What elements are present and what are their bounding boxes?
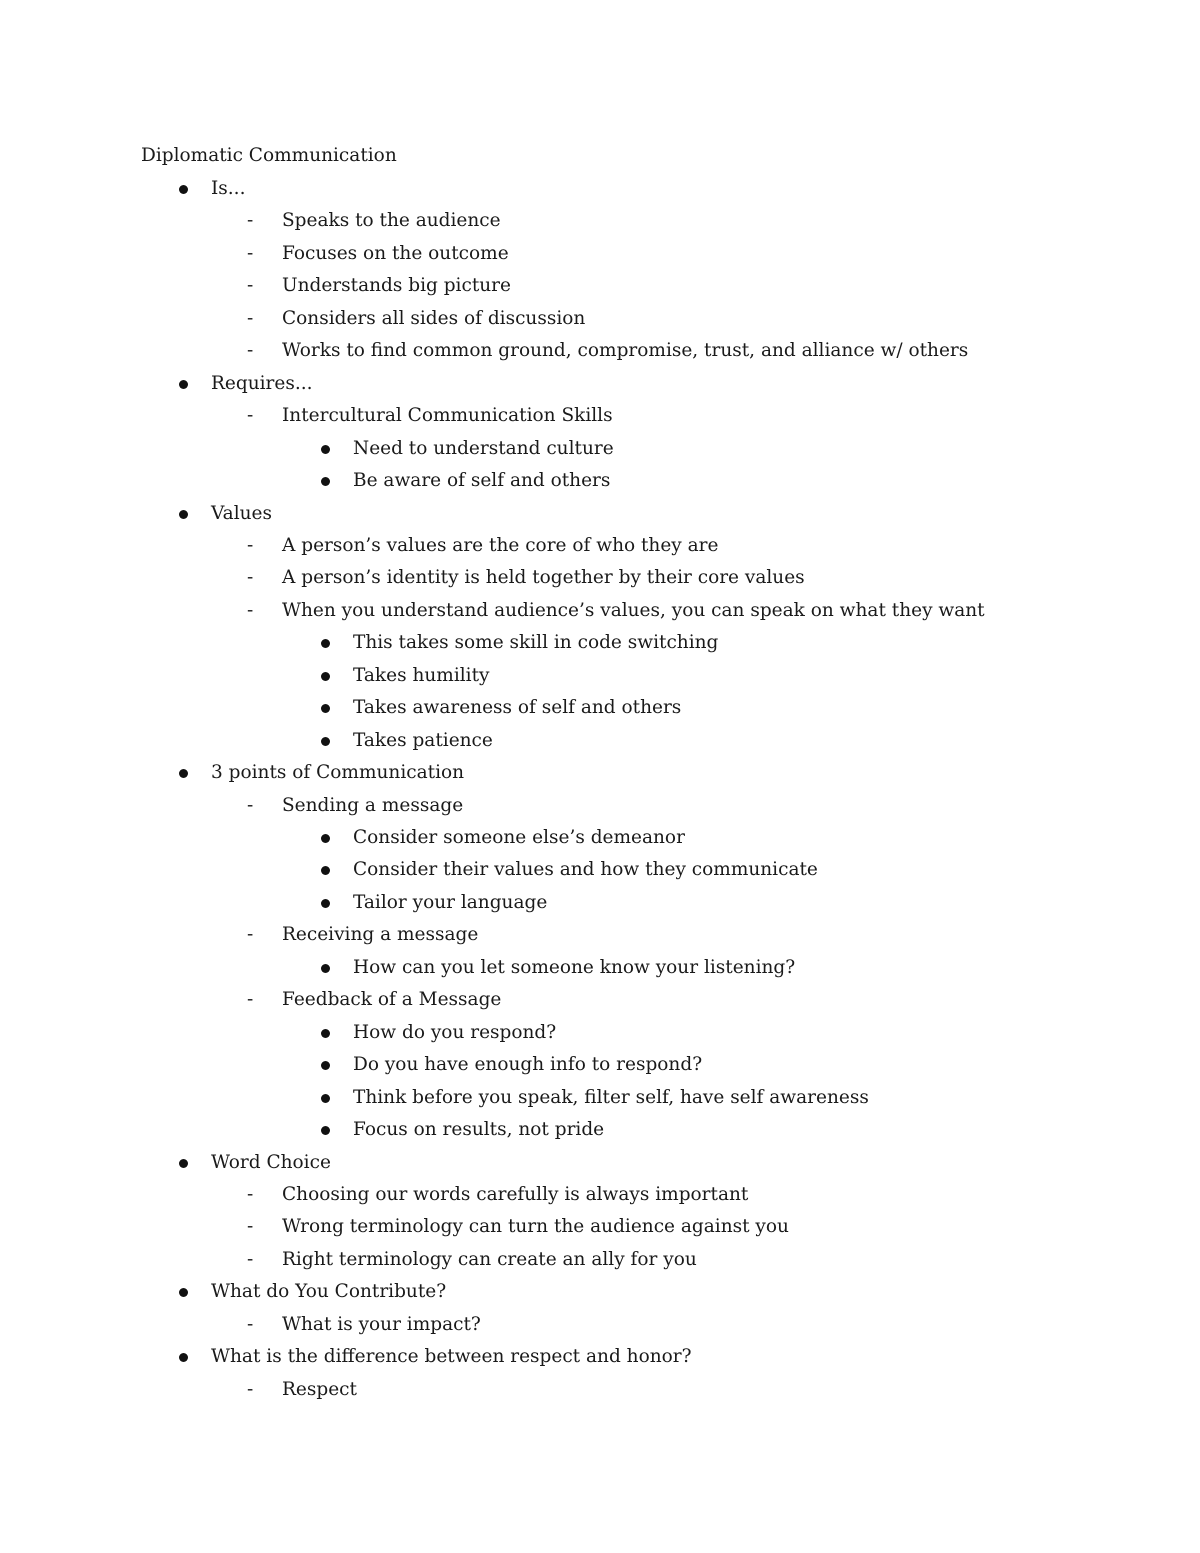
bullet-list-item <box>353 630 718 656</box>
dash-marker: - <box>247 243 254 264</box>
bullet-list-item <box>211 1150 331 1176</box>
dash-marker: - <box>247 340 254 361</box>
list-item-text: Consider someone else’s demeanor <box>353 827 685 848</box>
bullet-list-item <box>211 760 464 786</box>
bullet-icon <box>321 899 330 908</box>
dash-list-item <box>247 403 613 429</box>
dash-list-item <box>247 565 805 591</box>
bullet-icon <box>321 477 330 486</box>
bullet-icon <box>179 510 188 519</box>
dash-marker: - <box>247 989 254 1010</box>
dash-list-item <box>247 241 509 267</box>
dash-list-item <box>247 1182 749 1208</box>
bullet-icon <box>321 445 330 454</box>
list-item-text: A person’s identity is held together by their core values <box>282 567 805 588</box>
list-item-text: Takes awareness of self and others <box>353 697 682 718</box>
list-item-text: Is... <box>211 178 246 199</box>
bullet-list-item <box>353 1020 556 1046</box>
dash-marker: - <box>247 1184 254 1205</box>
dash-marker: - <box>247 600 254 621</box>
bullet-list-item <box>211 371 312 397</box>
bullet-list-item <box>211 1344 692 1370</box>
list-item-text: Focuses on the outcome <box>282 243 509 264</box>
bullet-list-item <box>353 695 681 721</box>
list-item-text: How can you let someone know your listening? <box>353 957 796 978</box>
document-title: Diplomatic Communication <box>141 145 397 166</box>
dash-list-item <box>247 306 586 332</box>
bullet-list-item <box>353 890 547 916</box>
list-item-text: Requires... <box>211 373 313 394</box>
dash-marker: - <box>247 275 254 296</box>
dash-list-item <box>247 598 985 624</box>
list-item-text: Word Choice <box>211 1152 331 1173</box>
bullet-list-item <box>353 663 489 689</box>
list-item-text: Consider their values and how they communicate <box>353 859 818 880</box>
dash-list-item <box>247 533 719 559</box>
dash-marker: - <box>247 1314 254 1335</box>
dash-list-item <box>247 1377 357 1403</box>
list-item-text: Takes humility <box>353 665 490 686</box>
bullet-list-item <box>353 436 614 462</box>
dash-list-item <box>247 1312 481 1338</box>
list-item-text: Focus on results, not pride <box>353 1119 605 1140</box>
dash-marker: - <box>247 795 254 816</box>
dash-marker: - <box>247 535 254 556</box>
dash-list-item <box>247 208 501 234</box>
dash-marker: - <box>247 1379 254 1400</box>
list-item-text: Understands big picture <box>282 275 511 296</box>
dash-marker: - <box>247 308 254 329</box>
list-item-text: Choosing our words carefully is always important <box>282 1184 749 1205</box>
bullet-icon <box>321 1029 330 1038</box>
dash-marker: - <box>247 924 254 945</box>
bullet-list-item <box>353 955 795 981</box>
dash-marker: - <box>247 405 254 426</box>
list-item-text: Works to find common ground, compromise, trust, and alliance w/ others <box>282 340 969 361</box>
bullet-icon <box>179 1288 188 1297</box>
list-item-text: Values <box>211 503 272 524</box>
list-item-text: Receiving a message <box>282 924 479 945</box>
bullet-list-item <box>353 825 685 851</box>
dash-marker: - <box>247 1216 254 1237</box>
bullet-list-item <box>353 1052 702 1078</box>
list-item-text: A person’s values are the core of who they are <box>282 535 719 556</box>
bullet-list-item <box>211 176 245 202</box>
list-item-text: What is your impact? <box>282 1314 481 1335</box>
list-item-text: Intercultural Communication Skills <box>282 405 613 426</box>
list-item-text: When you understand audience’s values, you can speak on what they want <box>282 600 985 621</box>
list-item-text: Respect <box>282 1379 357 1400</box>
bullet-icon <box>179 769 188 778</box>
list-item-text: Sending a message <box>282 795 464 816</box>
list-item-text: Think before you speak, filter self, have self awareness <box>353 1087 869 1108</box>
bullet-icon <box>321 834 330 843</box>
bullet-icon <box>321 704 330 713</box>
list-item-text: How do you respond? <box>353 1022 557 1043</box>
bullet-icon <box>179 1353 188 1362</box>
dash-list-item <box>247 1247 697 1273</box>
bullet-icon <box>179 1159 188 1168</box>
list-item-text: Be aware of self and others <box>353 470 611 491</box>
bullet-icon <box>179 185 188 194</box>
list-item-text: Need to understand culture <box>353 438 614 459</box>
list-item-text: 3 points of Communication <box>211 762 465 783</box>
dash-marker: - <box>247 1249 254 1270</box>
list-item-text: Feedback of a Message <box>282 989 502 1010</box>
dash-list-item <box>247 793 464 819</box>
bullet-icon <box>321 1094 330 1103</box>
bullet-list-item <box>211 501 272 527</box>
list-item-text: Wrong terminology can turn the audience against you <box>282 1216 789 1237</box>
bullet-list-item <box>211 1279 446 1305</box>
list-item-text: Tailor your language <box>353 892 548 913</box>
bullet-icon <box>321 672 330 681</box>
bullet-list-item <box>353 468 610 494</box>
list-item-text: Takes patience <box>353 730 493 751</box>
dash-list-item <box>247 338 969 364</box>
bullet-icon <box>321 964 330 973</box>
list-item-text: Do you have enough info to respond? <box>353 1054 703 1075</box>
bullet-icon <box>321 866 330 875</box>
bullet-icon <box>179 380 188 389</box>
list-item-text: This takes some skill in code switching <box>353 632 719 653</box>
dash-list-item <box>247 1214 789 1240</box>
bullet-list-item <box>353 857 818 883</box>
dash-list-item <box>247 273 511 299</box>
bullet-icon <box>321 639 330 648</box>
bullet-list-item <box>353 1117 604 1143</box>
list-item-text: Considers all sides of discussion <box>282 308 586 329</box>
bullet-icon <box>321 737 330 746</box>
bullet-icon <box>321 1126 330 1135</box>
dash-marker: - <box>247 210 254 231</box>
bullet-icon <box>321 1061 330 1070</box>
dash-list-item <box>247 922 479 948</box>
list-item-text: Right terminology can create an ally for you <box>282 1249 697 1270</box>
dash-list-item <box>247 987 502 1013</box>
list-item-text: What do You Contribute? <box>211 1281 447 1302</box>
bullet-list-item <box>353 728 493 754</box>
bullet-list-item <box>353 1085 869 1111</box>
list-item-text: Speaks to the audience <box>282 210 501 231</box>
dash-marker: - <box>247 567 254 588</box>
list-item-text: What is the difference between respect and honor? <box>211 1346 692 1367</box>
